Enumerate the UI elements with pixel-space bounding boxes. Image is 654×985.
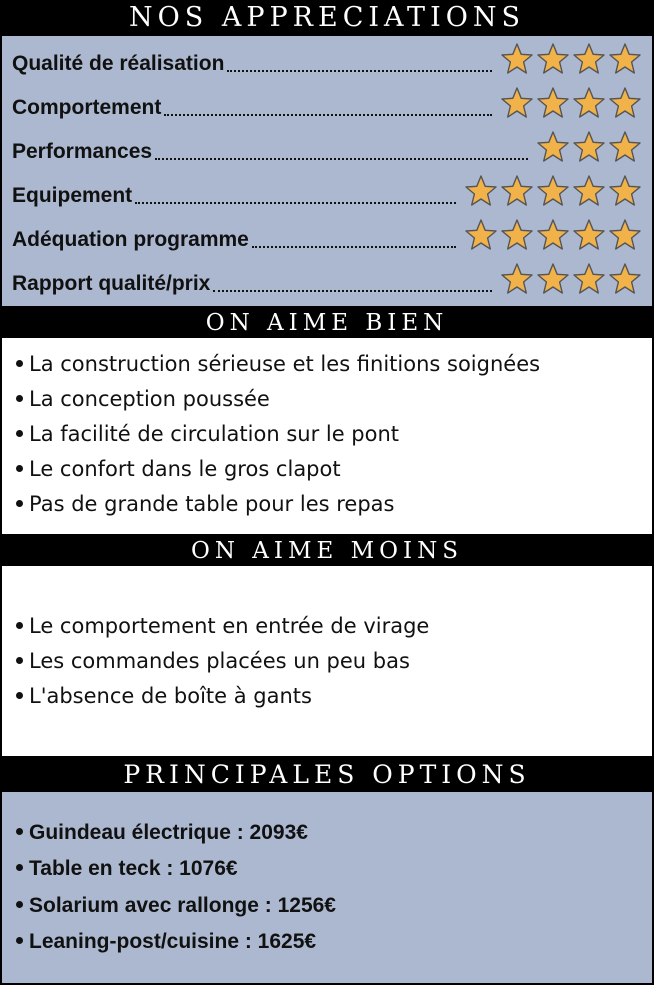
star-icon [608,262,642,296]
star-icon [536,130,570,164]
star-icon [464,218,498,252]
list-item-text: Pas de grande table pour les repas [29,492,395,516]
star-icon [572,86,606,120]
appreciations-header: NOS APPRECIATIONS [129,2,525,33]
bullet-icon [16,500,23,507]
rating-row [12,262,642,298]
options-panel [0,792,654,983]
rating-row [12,42,642,78]
star-icon [572,42,606,76]
list-item-text: La conception poussée [29,387,270,411]
list-item [16,492,394,516]
list-item [16,387,270,411]
option-text: Table en teck : 1076€ [29,857,238,880]
star-icon [572,262,606,296]
rating-label: Equipement [12,184,133,207]
leader-dots [227,70,492,72]
list-item [16,422,399,446]
appreciations-panel [0,36,654,306]
bullet-icon [16,692,23,699]
list-item [16,649,410,673]
star-icon [536,174,570,208]
rating-label: Comportement [12,96,162,119]
rating-label: Rapport qualité/prix [12,272,211,295]
star-icon [572,174,606,208]
list-item [16,684,312,708]
leader-dots [164,114,492,116]
option-text: Guindeau électrique : 2093€ [29,821,308,844]
option-item [16,930,316,954]
option-item [16,821,308,845]
option-text: Leaning-post/cuisine : 1625€ [29,930,317,953]
rating-row [12,218,642,254]
rating-stars [536,130,642,166]
bullet-icon [16,360,23,367]
star-icon [536,218,570,252]
aime-moins-panel [0,566,654,756]
rating-row [12,130,642,166]
rating-stars [500,86,642,122]
rating-label: Performances [12,140,153,163]
list-item-text: Le confort dans le gros clapot [29,457,341,481]
star-icon [500,174,534,208]
rating-row [12,86,642,122]
star-icon [500,42,534,76]
star-icon [536,42,570,76]
star-icon [608,42,642,76]
aime-bien-header: ON AIME BIEN [205,310,449,336]
star-icon [572,218,606,252]
star-icon [608,174,642,208]
option-text: Solarium avec rallonge : 1256€ [29,894,336,917]
rating-stars [500,262,642,298]
aime-moins-header: ON AIME MOINS [190,538,463,564]
bullet-icon [16,622,23,629]
leader-dots [213,290,492,292]
list-item [16,352,540,376]
star-icon [500,86,534,120]
rating-stars [464,174,642,210]
rating-row [12,174,642,210]
bullet-icon [16,901,23,908]
rating-stars [464,218,642,254]
list-item-text: Les commandes placées un peu bas [29,649,410,673]
bullet-icon [16,828,23,835]
rating-stars [500,42,642,78]
star-icon [464,174,498,208]
list-item-text: La construction sérieuse et les finitions soignées [29,352,541,376]
star-icon [500,218,534,252]
list-item-text: Le comportement en entrée de virage [29,614,430,638]
option-item [16,857,238,881]
list-item-text: La facilité de circulation sur le pont [29,422,400,446]
leader-dots [252,246,456,248]
list-item-text: L'absence de boîte à gants [29,684,312,708]
star-icon [500,262,534,296]
list-item [16,614,429,638]
list-item [16,457,341,481]
star-icon [572,130,606,164]
star-icon [608,218,642,252]
star-icon [608,86,642,120]
option-item [16,894,336,918]
rating-label: Adéquation programme [12,228,249,251]
bullet-icon [16,657,23,664]
star-icon [536,86,570,120]
options-header: PRINCIPALES OPTIONS [123,760,531,789]
star-icon [536,262,570,296]
leader-dots [155,158,528,160]
leader-dots [135,202,456,204]
bullet-icon [16,465,23,472]
bullet-icon [16,937,23,944]
rating-label: Qualité de réalisation [12,52,225,75]
bullet-icon [16,395,23,402]
star-icon [608,130,642,164]
bullet-icon [16,864,23,871]
aime-bien-panel [0,338,654,534]
bullet-icon [16,430,23,437]
